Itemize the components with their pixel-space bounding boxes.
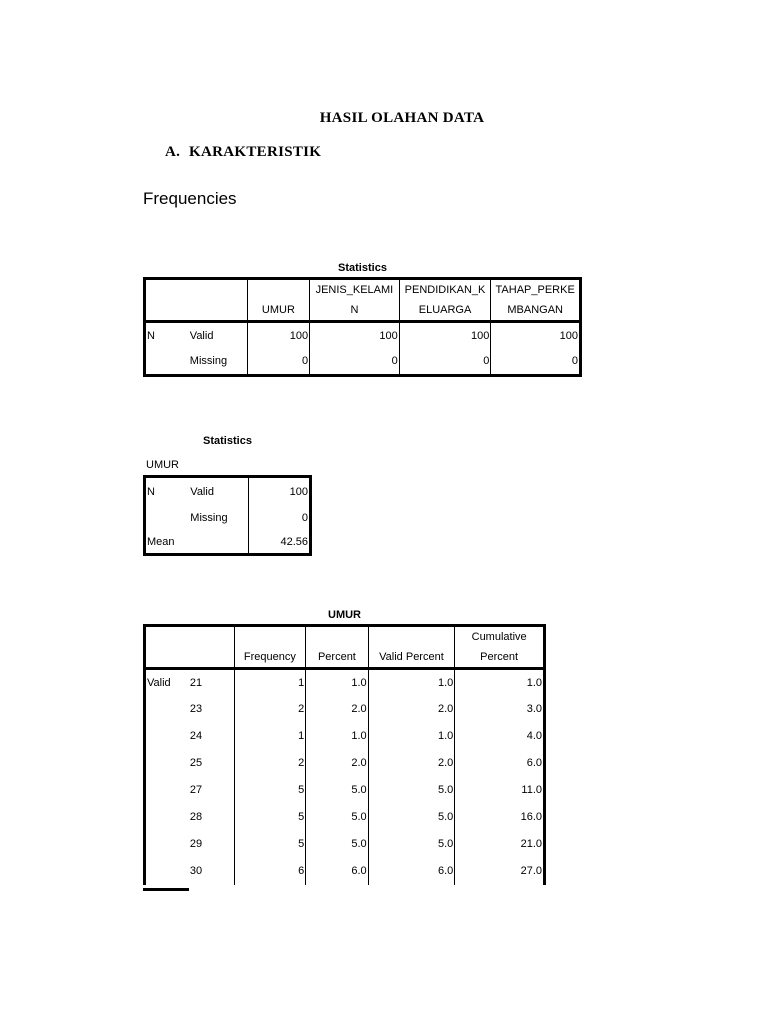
- header-row-top: [145, 626, 545, 648]
- row-group: [145, 858, 189, 885]
- cumulative-percent-cell: 21.0: [455, 831, 545, 858]
- row-group: N: [147, 485, 155, 498]
- table-row: [145, 669, 545, 696]
- row-group-n: N: [147, 329, 155, 342]
- row-label: [189, 531, 248, 555]
- cumulative-percent-cell: 3.0: [455, 696, 545, 723]
- row-label: Valid: [189, 329, 214, 342]
- valid-percent-cell: 5.0: [368, 804, 455, 831]
- age-cell: 24: [189, 730, 203, 742]
- row-group: Mean: [147, 535, 175, 548]
- row-group: [145, 696, 189, 723]
- cumulative-percent-cell: 6.0: [455, 750, 545, 777]
- percent-cell: 5.0: [306, 831, 368, 858]
- header-cumulative-percent: Percent: [455, 647, 545, 669]
- row-group: [145, 777, 189, 804]
- table-cell: 100: [247, 322, 309, 349]
- row-group: [145, 723, 189, 750]
- table-cell: 0: [248, 506, 310, 531]
- table-row: [145, 477, 311, 506]
- table-row: [145, 349, 581, 376]
- age-cell: 23: [189, 703, 203, 715]
- table-cell: 100: [248, 477, 310, 506]
- age-cell: 30: [189, 865, 203, 877]
- row-group: [145, 506, 190, 531]
- row-label: Missing: [189, 355, 228, 368]
- umur-table-body: [145, 669, 545, 885]
- table-cell: 0: [247, 349, 309, 376]
- document-title: HASIL OLAHAN DATA: [319, 110, 485, 126]
- variable-label: UMUR: [146, 459, 179, 471]
- cumulative-percent-cell: 27.0: [455, 858, 545, 885]
- header-tahap-1: TAHAP_PERKE: [491, 279, 581, 301]
- header-percent: Percent: [306, 647, 368, 669]
- statistics-table-1: [143, 277, 582, 377]
- row-group: [145, 804, 189, 831]
- age-cell: 29: [189, 838, 203, 850]
- valid-percent-cell: 2.0: [368, 696, 455, 723]
- row-label: Missing: [190, 512, 228, 524]
- cumulative-percent-cell: 16.0: [455, 804, 545, 831]
- statistics-caption-1: Statistics: [338, 262, 387, 274]
- umur-frequency-table: [143, 624, 546, 885]
- table-row: [145, 858, 545, 885]
- row-label: Valid: [190, 485, 214, 498]
- percent-cell: 1.0: [306, 723, 368, 750]
- frequency-cell: 5: [234, 804, 306, 831]
- frequency-cell: 5: [234, 777, 306, 804]
- age-cell: 21: [189, 676, 203, 689]
- row-group: [145, 831, 189, 858]
- percent-cell: 1.0: [306, 669, 368, 696]
- percent-cell: 2.0: [306, 750, 368, 777]
- table-cell: 0: [310, 349, 400, 376]
- table-cell: 100: [310, 322, 400, 349]
- frequency-cell: 1: [234, 723, 306, 750]
- table-row: [145, 322, 581, 349]
- valid-percent-cell: 5.0: [368, 831, 455, 858]
- header-frequency: Frequency: [234, 647, 306, 669]
- header-jenis-kelamin-1: JENIS_KELAMI: [310, 279, 400, 301]
- valid-percent-cell: 6.0: [368, 858, 455, 885]
- header-umur: UMUR: [247, 300, 309, 322]
- header-row-bottom: [145, 647, 545, 669]
- frequency-cell: 6: [234, 858, 306, 885]
- percent-cell: 5.0: [306, 804, 368, 831]
- table-cell: 0: [491, 349, 581, 376]
- frequency-cell: 5: [234, 831, 306, 858]
- header-pendidikan-1: PENDIDIKAN_K: [399, 279, 491, 301]
- section-heading: [165, 144, 321, 161]
- row-group: Valid: [147, 676, 171, 689]
- header-pendidikan-2: ELUARGA: [399, 300, 491, 322]
- table-cell: 42.56: [248, 531, 310, 555]
- statistics-table-2: [143, 475, 312, 556]
- age-cell: 25: [189, 757, 203, 769]
- percent-cell: 2.0: [306, 696, 368, 723]
- frequency-cell: 2: [234, 696, 306, 723]
- row-group: [145, 750, 189, 777]
- valid-percent-cell: 1.0: [368, 723, 455, 750]
- table-row: [145, 696, 545, 723]
- table-row: [145, 723, 545, 750]
- table-cell: 100: [491, 322, 581, 349]
- header-tahap-2: MBANGAN: [491, 300, 581, 322]
- header-jenis-kelamin-2: N: [310, 300, 400, 322]
- statistics-caption-2: Statistics: [203, 435, 252, 447]
- header-row-top: [145, 279, 581, 301]
- table-bottom-border: [143, 888, 189, 891]
- valid-percent-cell: 1.0: [368, 669, 455, 696]
- table-row: [145, 531, 311, 555]
- table-row: [145, 777, 545, 804]
- section-title: KARAKTERISTIK: [189, 144, 322, 160]
- cumulative-percent-cell: 4.0: [455, 723, 545, 750]
- table-cell: 0: [399, 349, 491, 376]
- valid-percent-cell: 5.0: [368, 777, 455, 804]
- table-row: [145, 750, 545, 777]
- section-number: A.: [165, 144, 181, 160]
- header-row-bottom: [145, 300, 581, 322]
- age-cell: 27: [189, 784, 203, 796]
- table-row: [145, 804, 545, 831]
- table-row: [145, 506, 311, 531]
- percent-cell: 5.0: [306, 777, 368, 804]
- umur-caption: UMUR: [328, 609, 361, 621]
- table-row: [145, 831, 545, 858]
- percent-cell: 6.0: [306, 858, 368, 885]
- frequencies-heading: Frequencies: [143, 189, 237, 208]
- cumulative-percent-cell: 11.0: [455, 777, 545, 804]
- header-cumulative: Cumulative: [455, 626, 545, 648]
- frequency-cell: 1: [234, 669, 306, 696]
- frequency-cell: 2: [234, 750, 306, 777]
- cumulative-percent-cell: 1.0: [455, 669, 545, 696]
- valid-percent-cell: 2.0: [368, 750, 455, 777]
- table-cell: 100: [399, 322, 491, 349]
- header-valid-percent: Valid Percent: [368, 647, 455, 669]
- age-cell: 28: [189, 811, 203, 823]
